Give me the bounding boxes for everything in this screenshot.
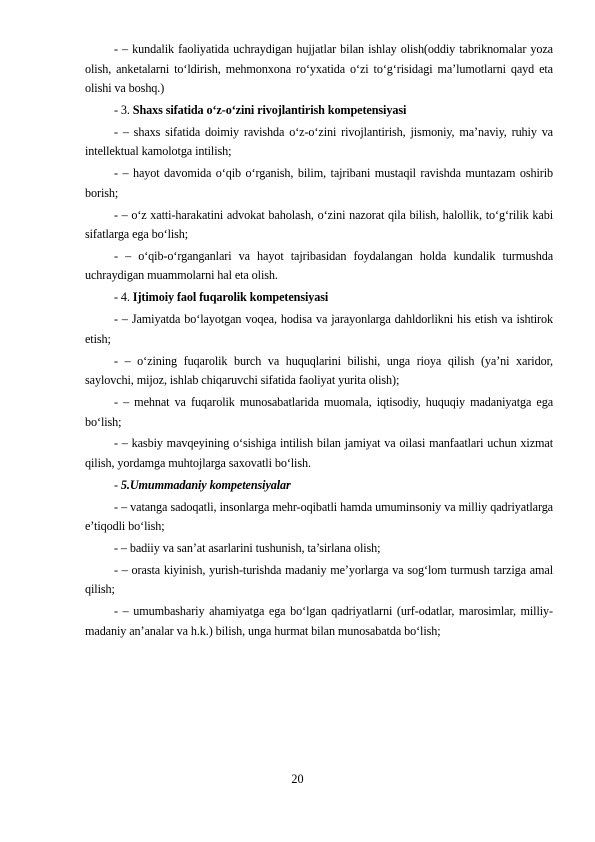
paragraph-lifelong-learning xyxy=(85,164,553,203)
paragraph-values xyxy=(85,602,553,641)
list-dash: - xyxy=(114,290,121,305)
list-dash: - xyxy=(114,562,122,577)
paragraph-text: – o‘qib-o‘rganganlari va hayot tajribasidan foydalangan holda kundalik turmushda uchraydigan muammolarni hal eta olish. xyxy=(85,248,554,283)
list-dash: - xyxy=(114,124,123,139)
section-heading-5 xyxy=(85,476,553,496)
list-dash: - xyxy=(114,604,123,619)
paragraph-text: – o‘zining fuqarolik burch va huquqlarini bilishi, unga rioya qilish (ya’ni xaridor, saylovchi, mijoz, ishlab chiqaruvchi sifatida faoliyat yurita olish); xyxy=(85,353,554,388)
paragraph-text: – mehnat va fuqarolik munosabatlarida muomala, iqtisodiy, huquqiy madaniyatga ega bo‘lish; xyxy=(85,395,554,429)
list-dash: - xyxy=(114,477,121,492)
paragraph-text: – orasta kiyinish, yurish-turishda madaniy me’yorlarga va sog‘lom turmush tarziga amal qilish; xyxy=(85,562,554,597)
paragraph-lifestyle xyxy=(85,561,553,600)
paragraph-text: – umumbashariy ahamiyatga ega bo‘lgan qadriyatlarni (urf-odatlar, marosimlar, milliy-madaniy an’analar va h.k.) bilish, unga hurmat bilan munosabatda bo‘lish; xyxy=(85,604,553,638)
page-number: 20 xyxy=(291,772,304,786)
list-dash: - xyxy=(114,102,121,117)
paragraph-society-involvement xyxy=(85,310,553,349)
list-dash: - xyxy=(114,42,123,56)
paragraph-documents-skill xyxy=(85,40,553,99)
paragraph-self-control xyxy=(85,206,553,245)
section-title: 5.Umummadaniy kompetensiyalar xyxy=(120,477,291,492)
document-page xyxy=(85,40,553,644)
paragraph-text: – vatanga sadoqatli, insonlarga mehr-oqibatli hamda umuminsoniy va milliy qadriyatlarga e’tiqodli bo‘lish; xyxy=(85,499,553,534)
list-dash: - xyxy=(114,499,122,514)
paragraph-text: – kundalik faoliyatida uchraydigan hujjatlar bilan ishlay olish(oddiy tabriknomalar yoza olish, anketalarni to‘ldirish, mehmonxona ro‘yxatida o‘zi to‘g‘risidagi ma’lumotlarni qayd eta olishi va boshq.) xyxy=(85,42,553,95)
list-dash: - xyxy=(114,312,122,327)
list-dash: - xyxy=(114,353,125,368)
section-number: 4. xyxy=(120,290,133,305)
paragraph-career-service xyxy=(85,434,553,473)
list-dash: - xyxy=(114,395,124,410)
paragraph-problem-solving xyxy=(85,247,553,286)
list-dash: - xyxy=(114,541,121,556)
list-dash: - xyxy=(114,207,122,222)
list-dash: - xyxy=(114,248,126,263)
paragraph-civic-rights xyxy=(85,352,553,391)
section-title: Ijtimoiy faol fuqarolik kompetensiyasi xyxy=(132,290,329,305)
paragraph-text: – shaxs sifatida doimiy ravishda o‘z-o‘zini rivojlantirish, jismoniy, ma’naviy, ruhiy va intellektual kamolotga intilish; xyxy=(85,124,553,159)
paragraph-self-development xyxy=(85,123,553,162)
paragraph-text: – kasbiy mavqeyining o‘sishiga intilish bilan jamiyat va oilasi manfaatlari uchun xizmat qilish, yordamga muhtojlarga saxovatli bo‘lish. xyxy=(85,436,553,470)
section-title: Shaxs sifatida o‘z-o‘zini rivojlantirish kompetensiyasi xyxy=(132,102,407,117)
section-number: 3. xyxy=(120,102,133,117)
list-dash: - xyxy=(114,166,123,181)
paragraph-labor-culture xyxy=(85,393,553,432)
paragraph-arts xyxy=(85,539,553,559)
section-heading-3 xyxy=(85,101,553,121)
paragraph-text: – hayot davomida o‘qib o‘rganish, bilim, tajribani mustaqil ravishda muntazam oshirib borish; xyxy=(85,166,554,200)
section-heading-4 xyxy=(85,288,553,308)
list-dash: - xyxy=(114,436,122,451)
paragraph-text: – badiiy va san’at asarlarini tushunish, ta’sirlana olish; xyxy=(120,541,381,556)
paragraph-text: – Jamiyatda bo‘layotgan voqea, hodisa va jarayonlarga dahldorlikni his etish va ishtirok etish; xyxy=(85,312,553,346)
paragraph-patriotism xyxy=(85,498,553,537)
paragraph-text: – o‘z xatti-harakatini advokat baholash, o‘zini nazorat qila bilish, halollik, to‘g‘rilik kabi sifatlarga ega bo‘lish; xyxy=(85,207,553,242)
